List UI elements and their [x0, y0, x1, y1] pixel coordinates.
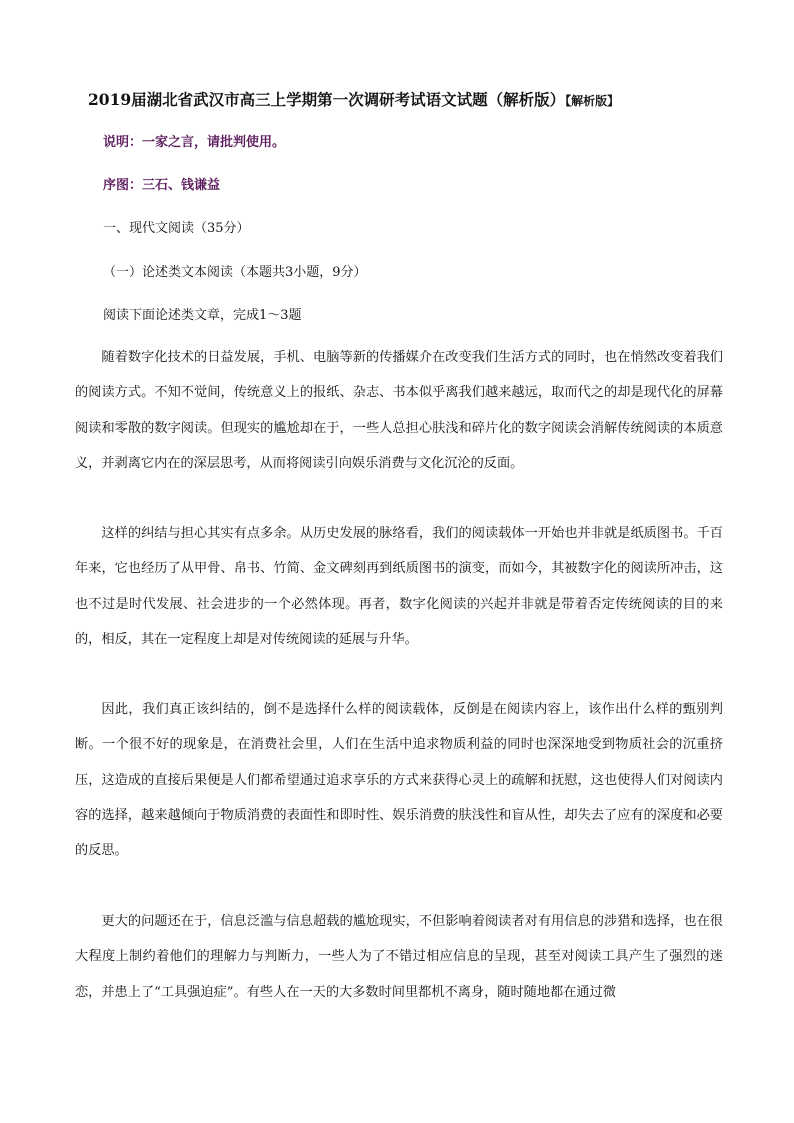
- paragraph-3: 因此，我们真正该纠结的，倒不是选择什么样的阅读载体，反倒是在阅读内容上，该作出什么样的甄别判断。一个很不好的现象是，在消费社会里，人们在生活中追求物质利益的同时也深深地受到物质社会的沉重挤压，这造成的直接后果便是人们都希望通过追求享乐的方式来获得心灵上的疏解和抚慰，这也使得人们对阅读内容的选择，越来越倾向于物质消费的表面性和即时性、娱乐消费的肤浅性和盲从性，却失去了应有的深度和必要的反思。: [75, 702, 723, 859]
- document-title: [88, 90, 728, 111]
- instruction-line: 阅读下面论述类文章，完成1～3题: [103, 308, 302, 323]
- paragraph-2: 这样的纠结与担心其实有点多余。从历史发展的脉络看，我们的阅读载体一开始也并非就是纸质图书。千百年来，它也经历了从甲骨、帛书、竹简、金文碑刻再到纸质图书的演变，而如今，其被数字化的阅读所冲击，这也不过是时代发展、社会进步的一个必然体现。再者，数字化阅读的兴起并非就是带着否定传统阅读的目的来的，相反，其在一定程度上却是对传统阅读的延展与升华。: [75, 526, 723, 647]
- paragraph-4: 更大的问题还在于，信息泛滥与信息超载的尴尬现实，不但影响着阅读者对有用信息的涉猎和选择，也在很大程度上制约着他们的理解力与判断力，一些人为了不错过相应信息的呈现，甚至对阅读工具产生了强烈的迷恋，并患上了“工具强迫症”。有些人在一天的大多数时间里都机不离身，随时随地都在通过微: [75, 914, 723, 1000]
- note-line: 说明：一家之言，请批判使用。: [103, 135, 286, 150]
- title-text: 2019届湖北省武汉市高三上学期第一次调研考试语文试题（解析版）: [88, 90, 566, 109]
- section-heading: 一、现代文阅读（35分）: [103, 221, 250, 236]
- paragraph-1: 随着数字化技术的日益发展，手机、电脑等新的传播媒介在改变我们生活方式的同时，也在悄然改变着我们的阅读方式。不知不觉间，传统意义上的报纸、杂志、书本似乎离我们越来越远，取而代之的却是现代化的屏幕阅读和零散的数字阅读。但现实的尴尬却在于，一些人总担心肤浅和碎片化的数字阅读会消解传统阅读的本质意义，并剥离它内在的深层思考，从而将阅读引向娱乐消费与文化沉沦的反面。: [75, 350, 723, 471]
- preface-line: 序图：三石、钱谦益: [103, 178, 221, 193]
- title-tag: 【解析版】: [565, 94, 620, 108]
- subsection-heading: （一）论述类文本阅读（本题共3小题，9分）: [103, 265, 367, 280]
